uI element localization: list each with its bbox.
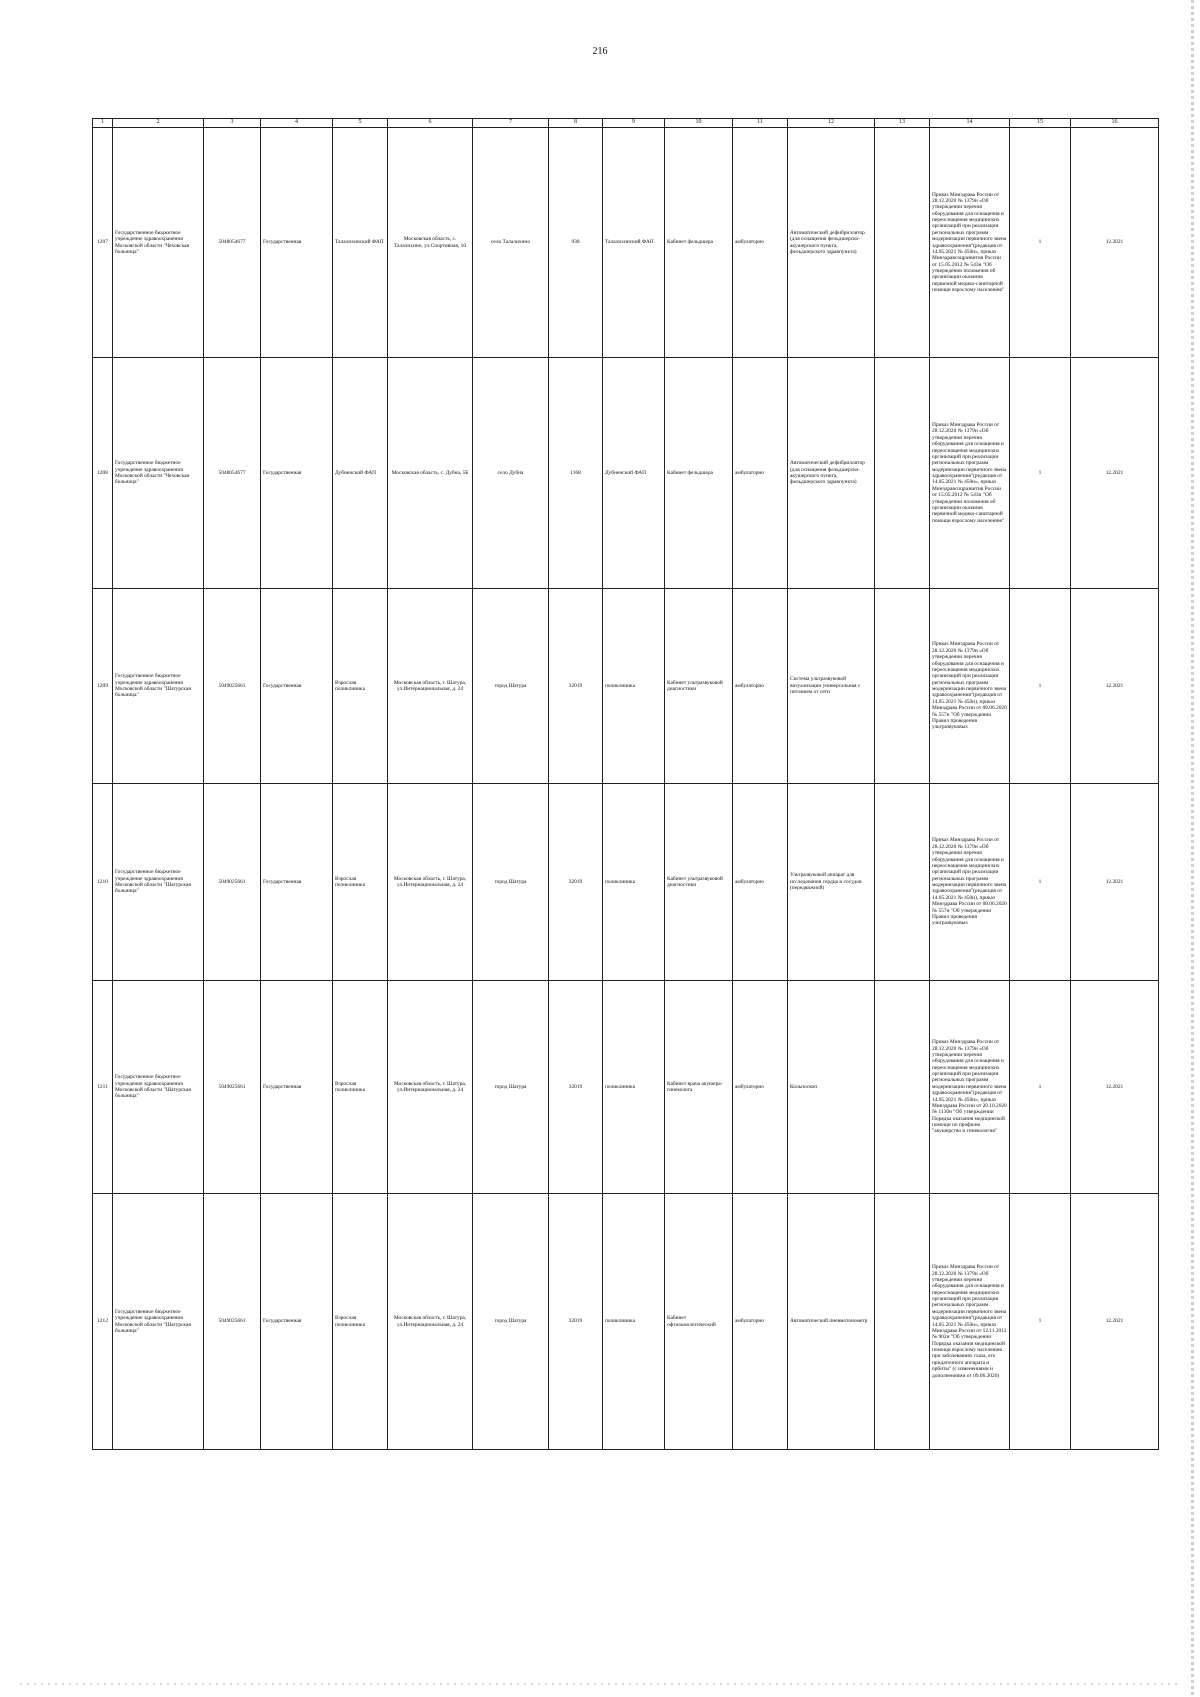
legal-basis-cell: Приказ Минздрава России от 28.12.2020 № 1379н «Об утверждении перечня оборудования для оснащения и переоснащения медицинских организаций при реализации региональных программ модернизации первичного звена здравоохранения"(редакция от 14.05.2021 № 450н), приказ Минздрава России от 08.06.2020 № 557н "Об утверждении Правил проведения ультразвуковых <box>930 784 1010 981</box>
address-cell: Московская область, г. Шатура, ул.Интернациональная, д. 24 <box>388 589 473 784</box>
row-number: 1209 <box>93 589 113 784</box>
settlement-cell: село Дубна <box>473 358 549 589</box>
inn-cell: 5048054677 <box>204 358 261 589</box>
population-cell: 32019 <box>549 784 603 981</box>
address-cell: Московская область, г. Шатура, ул.Интернациональная, д. 24 <box>388 784 473 981</box>
inn-cell: 5049025661 <box>204 981 261 1194</box>
institution-cell: Государственное бюджетное учреждение здравоохранения Московской области "Чеховская больница" <box>113 358 204 589</box>
unit-cell: Взрослая поликлиника <box>333 589 388 784</box>
table-row <box>93 1194 1159 1450</box>
page-number: 216 <box>592 46 608 57</box>
equipment-cell: Автоматический дефибриллятор (для оснащения фельдшерско-акушерского пункта, фельдшерского здравпункта) <box>788 358 875 589</box>
legal-basis-cell: Приказ Минздрава России от 28.12.2020 № 1379н «Об утверждении перечня оборудования для оснащения и переоснащения медицинских организаций при реализации региональных программ модернизации первичного звена здравоохранения"(редакция от 14.05.2021 № 450н), приказ Минздрава России от 08.06.2020 № 557н "Об утверждении Правил проведения ультразвуковых <box>930 589 1010 784</box>
column-number: 1 <box>93 119 113 128</box>
subunit-cell: поликлиника <box>603 589 665 784</box>
equipment-table <box>92 118 1159 1450</box>
unit-cell: Взрослая поликлиника <box>333 784 388 981</box>
care-type-cell: амбулаторно <box>733 358 788 589</box>
room-cell: Кабинет офтальмологический <box>665 1194 733 1450</box>
institution-cell: Государственное бюджетное учреждение здравоохранения Московской области "Шатурская больница" <box>113 1194 204 1450</box>
institution-cell: Государственное бюджетное учреждение здравоохранения Московской области "Шатурская больница" <box>113 981 204 1194</box>
inn-cell: 5048054677 <box>204 128 261 358</box>
equipment-cell: Система ультразвуковой визуализации универсальная с питанием от сети <box>788 589 875 784</box>
column-number: 5 <box>333 119 388 128</box>
column-number: 8 <box>549 119 603 128</box>
column-number-row <box>93 119 1159 128</box>
population-cell: 32019 <box>549 1194 603 1450</box>
ownership-cell: Государственная <box>261 1194 333 1450</box>
row-number: 1208 <box>93 358 113 589</box>
room-cell: Кабинет врача акушера-гинеколога <box>665 981 733 1194</box>
settlement-cell: город Шатура <box>473 589 549 784</box>
address-cell: Московская область, г. Шатура, ул.Интернациональная, д. 24 <box>388 981 473 1194</box>
row-number: 1207 <box>93 128 113 358</box>
legal-basis-cell: Приказ Минздрава России от 28.12.2020 № 1379н «Об утверждении перечня оборудования для оснащения и переоснащения медицинских организаций при реализации региональных программ модернизации первичного звена здравоохранения"(редакция от 14.05.2021 № 450н», приказ Минздравсоцразвития России от 15.05.2012 № 543н "Об утверждении положения об организации оказания первичной медико-санитарной помощи взрослому населению" <box>930 358 1010 589</box>
address-cell: Московская область, с. Дубна, 5Б <box>388 358 473 589</box>
column-number: 16 <box>1071 119 1159 128</box>
column-13-cell <box>875 358 930 589</box>
column-13-cell <box>875 784 930 981</box>
subunit-cell: поликлиника <box>603 1194 665 1450</box>
unit-cell: Талалихинский ФАП <box>333 128 388 358</box>
institution-cell: Государственное бюджетное учреждение здравоохранения Московской области "Чеховская больница" <box>113 128 204 358</box>
column-number: 9 <box>603 119 665 128</box>
care-type-cell: амбулаторно <box>733 128 788 358</box>
column-number: 13 <box>875 119 930 128</box>
quantity-cell: 1 <box>1010 1194 1071 1450</box>
care-type-cell: амбулаторно <box>733 981 788 1194</box>
settlement-cell: город Шатура <box>473 784 549 981</box>
table-row <box>93 981 1159 1194</box>
quantity-cell: 1 <box>1010 784 1071 981</box>
column-number: 11 <box>733 119 788 128</box>
ownership-cell: Государственная <box>261 128 333 358</box>
row-number: 1212 <box>93 1194 113 1450</box>
population-cell: 32019 <box>549 981 603 1194</box>
equipment-cell: Автоматический дефибриллятор (для оснащения фельдшерско-акушерского пункта, фельдшерского здравпункта) <box>788 128 875 358</box>
population-cell: 32019 <box>549 589 603 784</box>
table-row <box>93 589 1159 784</box>
column-number: 7 <box>473 119 549 128</box>
subunit-cell: Дубненский ФАП <box>603 358 665 589</box>
column-number: 4 <box>261 119 333 128</box>
unit-cell: Дубненский ФАП <box>333 358 388 589</box>
settlement-cell: город Шатура <box>473 1194 549 1450</box>
column-number: 15 <box>1010 119 1071 128</box>
care-type-cell: амбулаторно <box>733 589 788 784</box>
institution-cell: Государственное бюджетное учреждение здравоохранения Московской области "Шатурская больница" <box>113 784 204 981</box>
row-number: 1211 <box>93 981 113 1194</box>
unit-cell: Взрослая поликлиника <box>333 1194 388 1450</box>
room-cell: Кабинет ультразвуковой диагностики <box>665 589 733 784</box>
subunit-cell: поликлиника <box>603 981 665 1194</box>
care-type-cell: амбулаторно <box>733 784 788 981</box>
column-13-cell <box>875 1194 930 1450</box>
scan-noise-artifact <box>20 1683 1180 1685</box>
quantity-cell: 1 <box>1010 358 1071 589</box>
legal-basis-cell: Приказ Минздрава России от 28.12.2020 № 1379н «Об утверждении перечня оборудования для оснащения и переоснащения медицинских организаций при реализации региональных программ модернизации первичного звена здравоохранения"(редакция от 14.05.2021 № 450н», приказ Минздрава России от 12.11.2012 № 902н "Об утверждении Порядка оказания медицинской помощи взрослому населению при заболеваниях глаза, его придаточного аппарата и орбиты" (с изменениями и дополнениями от 09.06.2020) <box>930 1194 1010 1450</box>
inn-cell: 5049025661 <box>204 1194 261 1450</box>
column-13-cell <box>875 128 930 358</box>
ownership-cell: Государственная <box>261 784 333 981</box>
table-row <box>93 358 1159 589</box>
population-cell: 1168 <box>549 358 603 589</box>
equipment-cell: Ультразвуковой аппарат для исследования сердца и сосудов (передвижной) <box>788 784 875 981</box>
settlement-cell: село Талалихино <box>473 128 549 358</box>
room-cell: Кабинет фельдшера <box>665 358 733 589</box>
care-type-cell: амбулаторно <box>733 1194 788 1450</box>
quantity-cell: 1 <box>1010 128 1071 358</box>
table-row <box>93 784 1159 981</box>
column-13-cell <box>875 981 930 1194</box>
row-number: 1210 <box>93 784 113 981</box>
address-cell: Московская область, с. Талалихино, ул.Спортивная, 10 <box>388 128 473 358</box>
ownership-cell: Государственная <box>261 589 333 784</box>
subunit-cell: Талалихинский ФАП <box>603 128 665 358</box>
column-number: 10 <box>665 119 733 128</box>
ownership-cell: Государственная <box>261 981 333 1194</box>
column-number: 12 <box>788 119 875 128</box>
equipment-cell: Автоматический пневмотонометр <box>788 1194 875 1450</box>
institution-cell: Государственное бюджетное учреждение здравоохранения Московской области "Шатурская больница" <box>113 589 204 784</box>
column-number: 2 <box>113 119 204 128</box>
table-row <box>93 128 1159 358</box>
date-cell: 12.2021 <box>1071 589 1159 784</box>
scan-edge-artifact <box>1191 0 1194 1697</box>
inn-cell: 5049025661 <box>204 784 261 981</box>
legal-basis-cell: Приказ Минздрава России от 28.12.2020 № 1379н «Об утверждении перечня оборудования для оснащения и переоснащения медицинских организаций при реализации региональных программ модернизации первичного звена здравоохранения"(редакция от 14.05.2021 № 450н», приказ Минздравсоцразвития России от 15.05.2012 № 543н "Об утверждении положения об организации оказания первичной медико-санитарной помощи взрослому населению" <box>930 128 1010 358</box>
date-cell: 12.2021 <box>1071 358 1159 589</box>
room-cell: Кабинет ультразвуковой диагностики <box>665 784 733 981</box>
inn-cell: 5049025661 <box>204 589 261 784</box>
room-cell: Кабинет фельдшера <box>665 128 733 358</box>
unit-cell: Взрослая поликлиника <box>333 981 388 1194</box>
date-cell: 12.2021 <box>1071 784 1159 981</box>
population-cell: 938 <box>549 128 603 358</box>
date-cell: 12.2021 <box>1071 981 1159 1194</box>
column-13-cell <box>875 589 930 784</box>
date-cell: 12.2021 <box>1071 128 1159 358</box>
equipment-cell: Кольпоскоп <box>788 981 875 1194</box>
subunit-cell: поликлиника <box>603 784 665 981</box>
column-number: 6 <box>388 119 473 128</box>
column-number: 3 <box>204 119 261 128</box>
quantity-cell: 1 <box>1010 981 1071 1194</box>
settlement-cell: город Шатура <box>473 981 549 1194</box>
column-number: 14 <box>930 119 1010 128</box>
legal-basis-cell: Приказ Минздрава России от 28.12.2020 № 1379н «Об утверждении перечня оборудования для оснащения и переоснащения медицинских организаций при реализации региональных программ модернизации первичного звена здравоохранения"(редакция от 14.05.2021 № 450н», приказ Минздрава России от 20.10.2020 № 1130н "Об утверждении Порядка оказания медицинской помощи по профилю "акушерство и гинекология" <box>930 981 1010 1194</box>
quantity-cell: 1 <box>1010 589 1071 784</box>
date-cell: 12.2021 <box>1071 1194 1159 1450</box>
ownership-cell: Государственная <box>261 358 333 589</box>
address-cell: Московская область, г. Шатура, ул.Интернациональная, д. 24 <box>388 1194 473 1450</box>
